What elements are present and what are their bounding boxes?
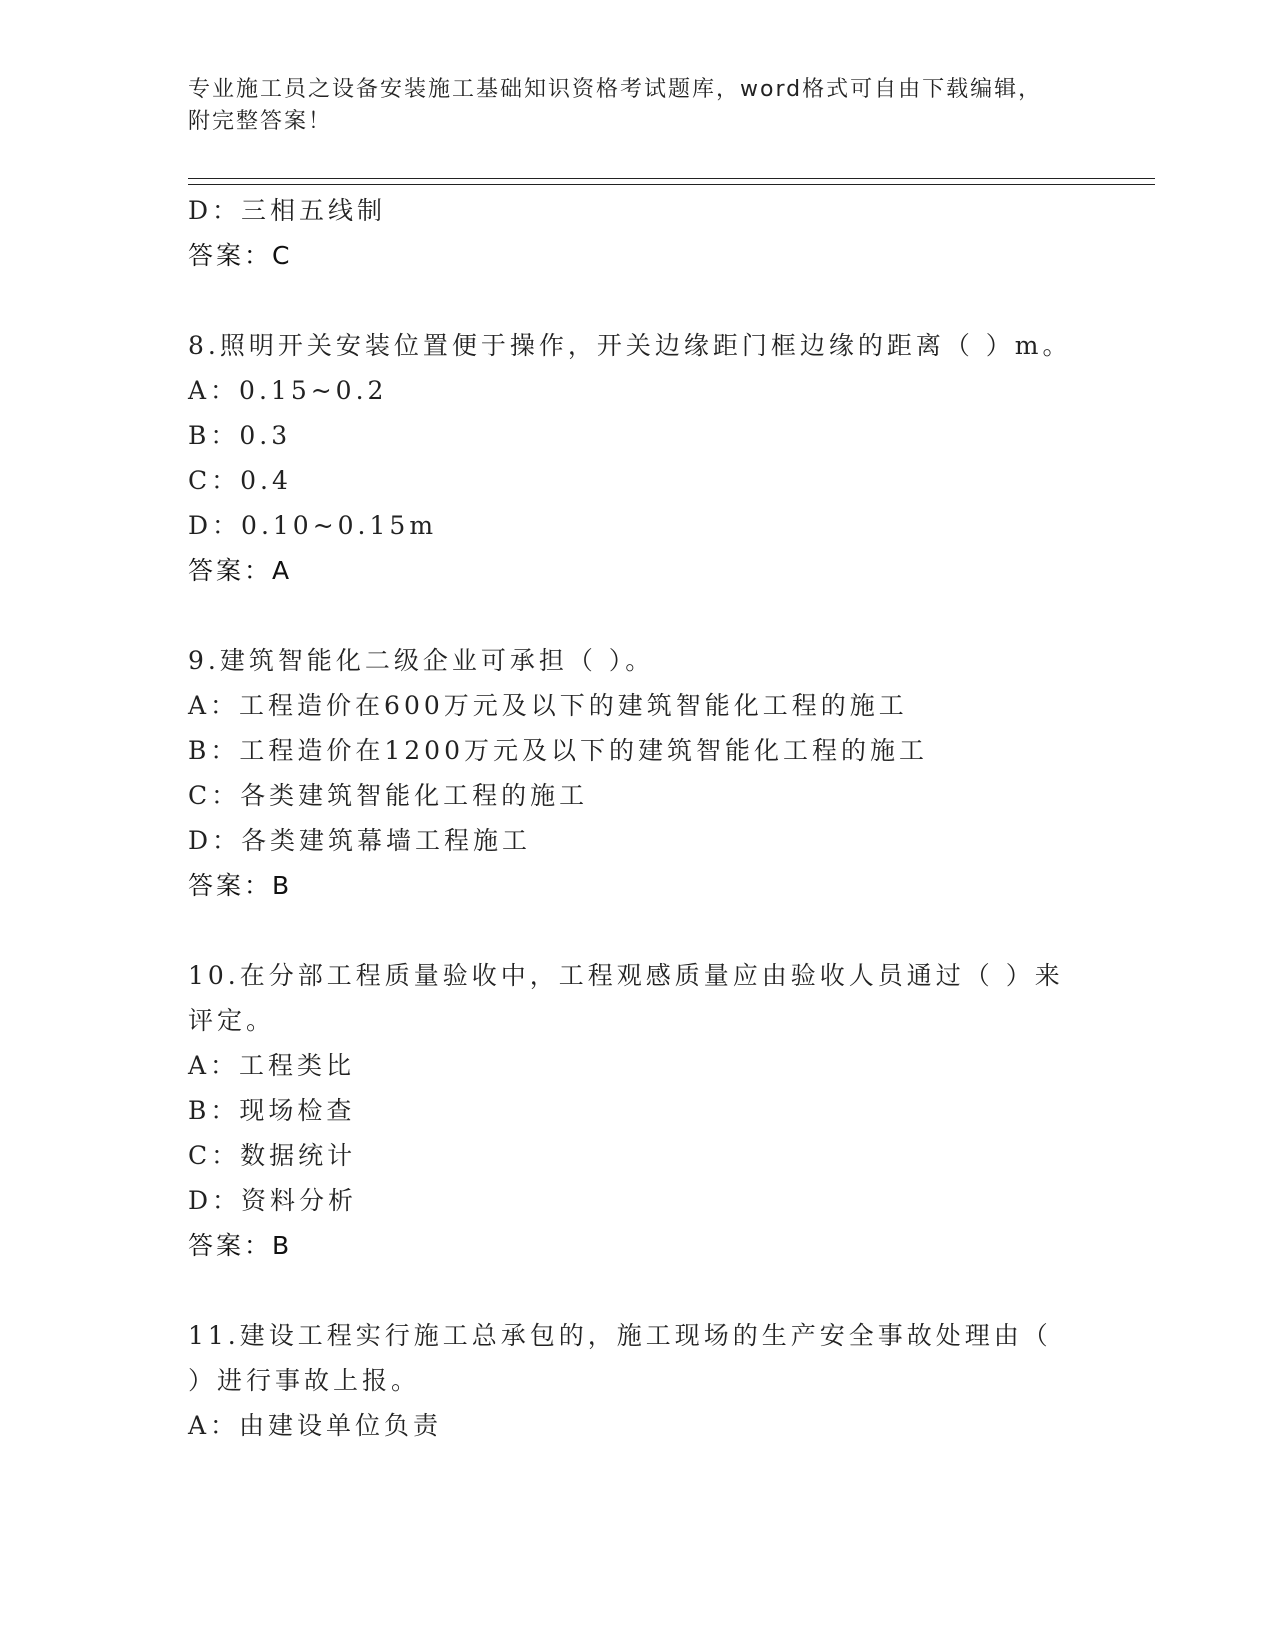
question-stem: 9.建筑智能化二级企业可承担（ ）。 [188, 646, 655, 675]
question-stem-line-1: 10.在分部工程质量验收中，工程观感质量应由验收人员通过（ ）来 [188, 961, 1064, 990]
option-a: A：工程类比 [188, 1051, 356, 1080]
answer-line: 答案：B [188, 871, 293, 900]
answer-line: 答案：A [188, 556, 293, 585]
option-c: C：0.4 [188, 466, 292, 495]
question-stem-line-2: ）进行事故上报。 [188, 1366, 421, 1395]
question-stem-line-2: 评定。 [188, 1006, 276, 1035]
header-line-2: 附完整答案！ [188, 109, 333, 134]
option-a: A：由建设单位负责 [188, 1411, 443, 1440]
question-10 [188, 953, 1108, 1268]
option-c: C：各类建筑智能化工程的施工 [188, 781, 589, 810]
option-c: C：数据统计 [188, 1141, 357, 1170]
document-header [188, 74, 1068, 138]
document-body [188, 188, 1108, 1448]
option-b: B：0.3 [188, 421, 292, 450]
header-double-rule [188, 178, 1155, 185]
question-8 [188, 323, 1108, 593]
option-d: D：资料分析 [188, 1186, 358, 1215]
option-a: A：工程造价在600万元及以下的建筑智能化工程的施工 [188, 691, 908, 720]
question-stem: 8.照明开关安装位置便于操作，开关边缘距门框边缘的距离（ ）m。 [188, 331, 1072, 360]
option-b: B：工程造价在1200万元及以下的建筑智能化工程的施工 [188, 736, 928, 765]
option-a: A：0.15~0.2 [188, 376, 388, 405]
question-9 [188, 638, 1108, 908]
option-d: D：三相五线制 [188, 196, 387, 225]
question-7-fragment [188, 188, 1108, 278]
option-b: B：现场检查 [188, 1096, 356, 1125]
question-11 [188, 1313, 1108, 1448]
answer-line: 答案：C [188, 241, 293, 270]
answer-line: 答案：B [188, 1231, 293, 1260]
option-d: D：各类建筑幕墙工程施工 [188, 826, 532, 855]
header-line-1: 专业施工员之设备安装施工基础知识资格考试题库，word格式可自由下载编辑， [188, 77, 1043, 102]
question-stem-line-1: 11.建设工程实行施工总承包的，施工现场的生产安全事故处理由（ [188, 1321, 1052, 1350]
option-d: D：0.10~0.15m [188, 511, 438, 540]
